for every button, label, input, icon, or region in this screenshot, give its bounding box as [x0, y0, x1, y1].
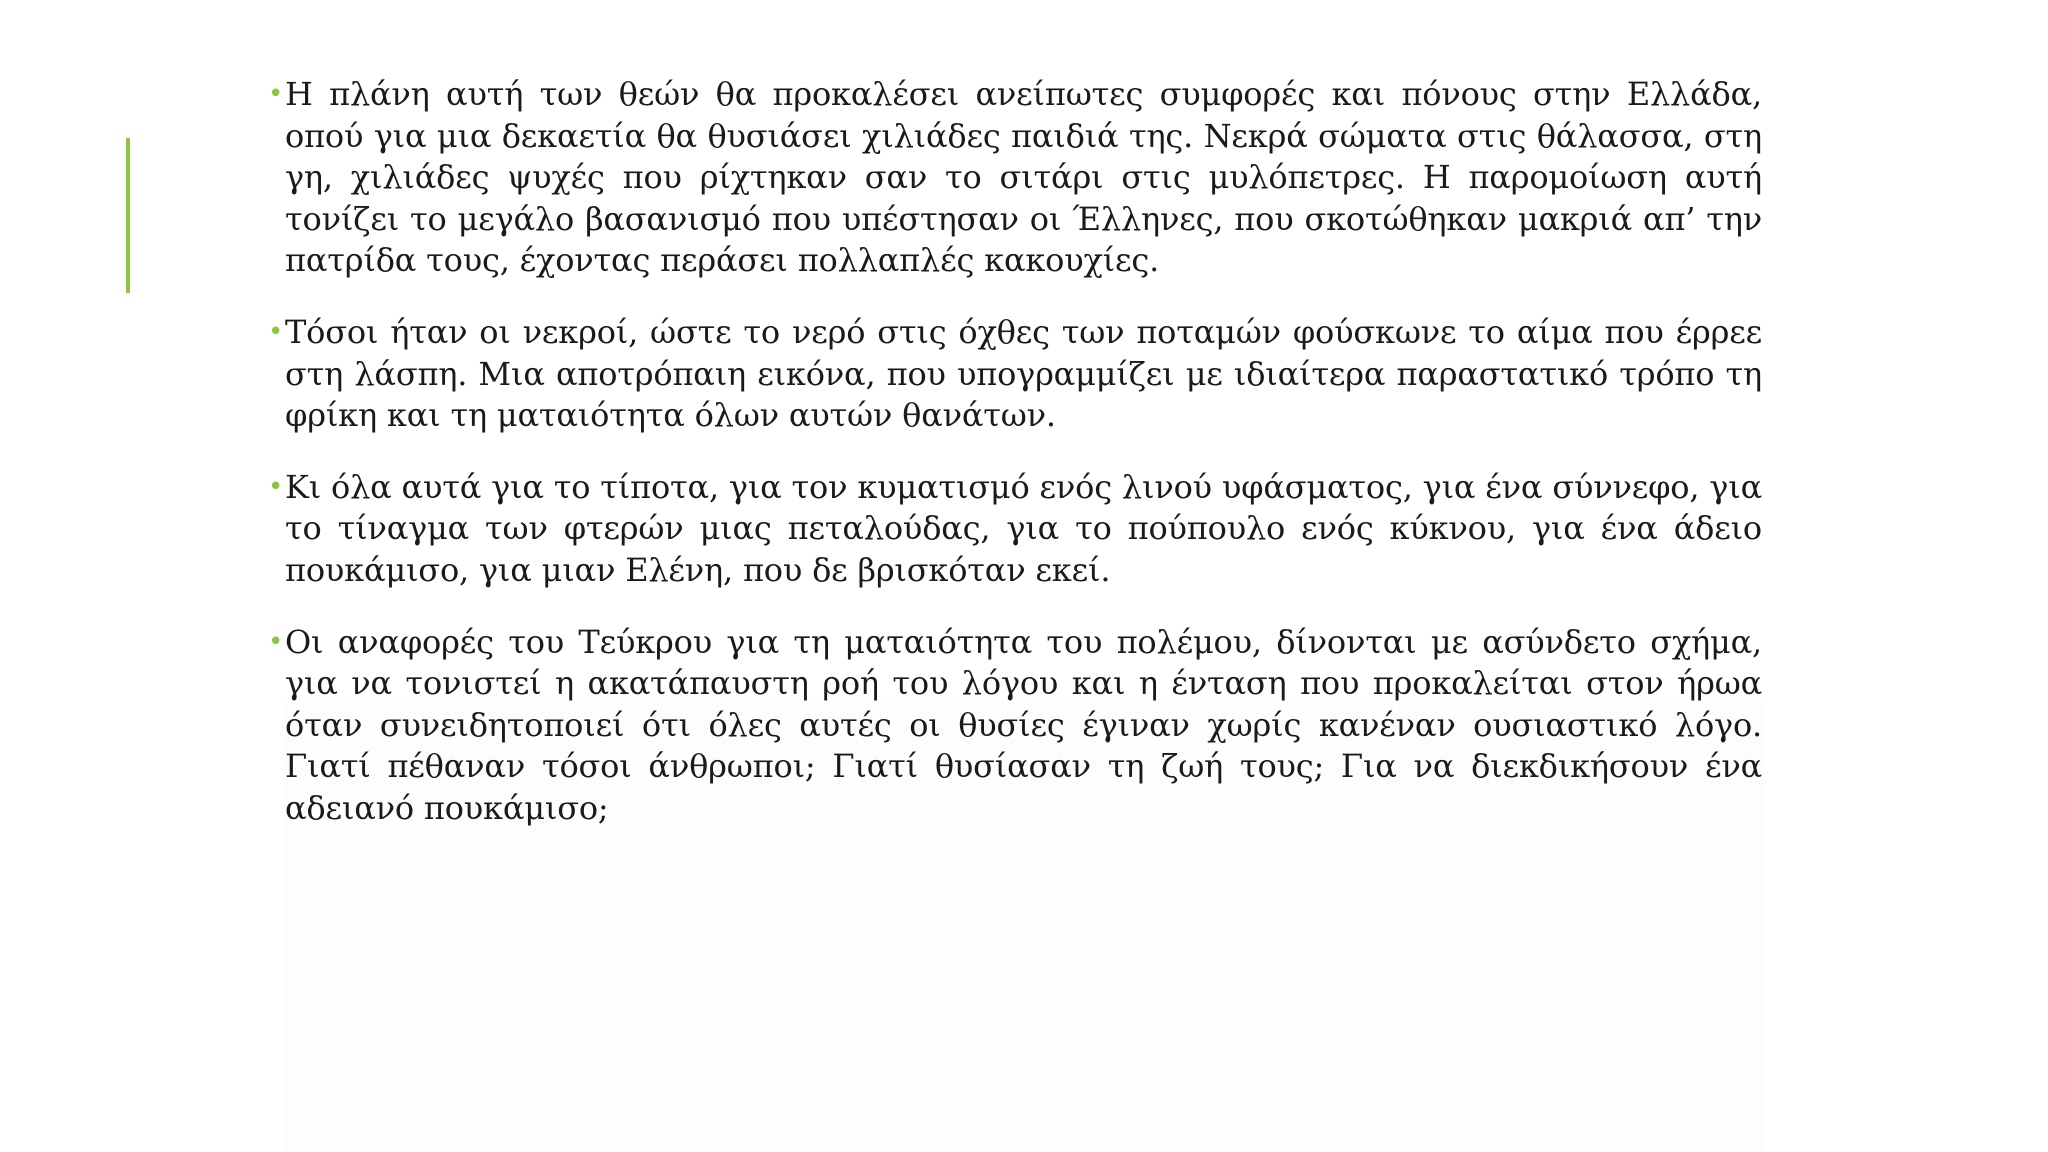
bullet-icon: •	[268, 79, 284, 109]
bullet-paragraph-4	[268, 622, 1762, 830]
paragraph-text: Τόσοι ήταν οι νεκροί, ώστε το νερό στις όχθες των ποταμών φούσκωνε το αίμα που έρρεε στη λάσπη. Μια αποτρόπαιη εικόνα, που υπογραμμίζει με ιδιαίτερα παραστατικό τρόπο τη φρίκη και τη ματαιότητα όλων αυτών θανάτων.	[285, 312, 1762, 435]
paragraph-text: Κι όλα αυτά για το τίποτα, για τον κυματισμό ενός λινού υφάσματος, για ένα σύννεφο, για το τίναγμα των φτερών μιας πεταλούδας, για το πούπουλο ενός κύκνου, για ένα άδειο πουκάμισο, για μιαν Ελένη, που δε βρισκόταν εκεί.	[285, 467, 1762, 589]
paragraph-text: Η πλάνη αυτή των θεών θα προκαλέσει ανείπωτες συμφορές και πόνους στην Ελλάδα, οπού για μια δεκαετία θα θυσιάσει χιλιάδες παιδιά της. Νεκρά σώματα στις θάλασσα, στη γη, χιλιάδες ψυχές που ρίχτηκαν σαν το σιτάρι στις μυλόπετρες. Η παρομοίωση αυτή τονίζει το μεγάλο βασανισμό που υπέστησαν οι Έλληνες, που σκοτώθηκαν μακριά απ’ την πατρίδα τους, έχοντας περάσει πολλαπλές κακουχίες.	[285, 75, 1762, 280]
paragraph-text: Οι αναφορές του Τεύκρου για τη ματαιότητα του πολέμου, δίνονται με ασύνδετο σχήμα, για να τονιστεί η ακατάπαυστη ροή του λόγου και η ένταση που προκαλείται στον ήρωα όταν συνειδητοποιεί ότι όλες αυτές οι θυσίες έγιναν χωρίς κανέναν ουσιαστικό λόγο. Γιατί πέθαναν τόσοι άνθρωποι; Γιατί θυσίασαν τη ζωή τους; Για να διεκδικήσουν ένα αδειανό πουκάμισο;	[285, 622, 1762, 827]
accent-bar	[126, 138, 130, 293]
bullet-list	[268, 74, 1762, 860]
bullet-icon: •	[268, 626, 284, 657]
bullet-paragraph-3	[268, 467, 1762, 592]
bullet-icon: •	[268, 471, 284, 502]
bullet-icon: •	[268, 316, 284, 347]
bullet-paragraph-1	[268, 74, 1762, 282]
bullet-paragraph-2	[268, 312, 1762, 437]
